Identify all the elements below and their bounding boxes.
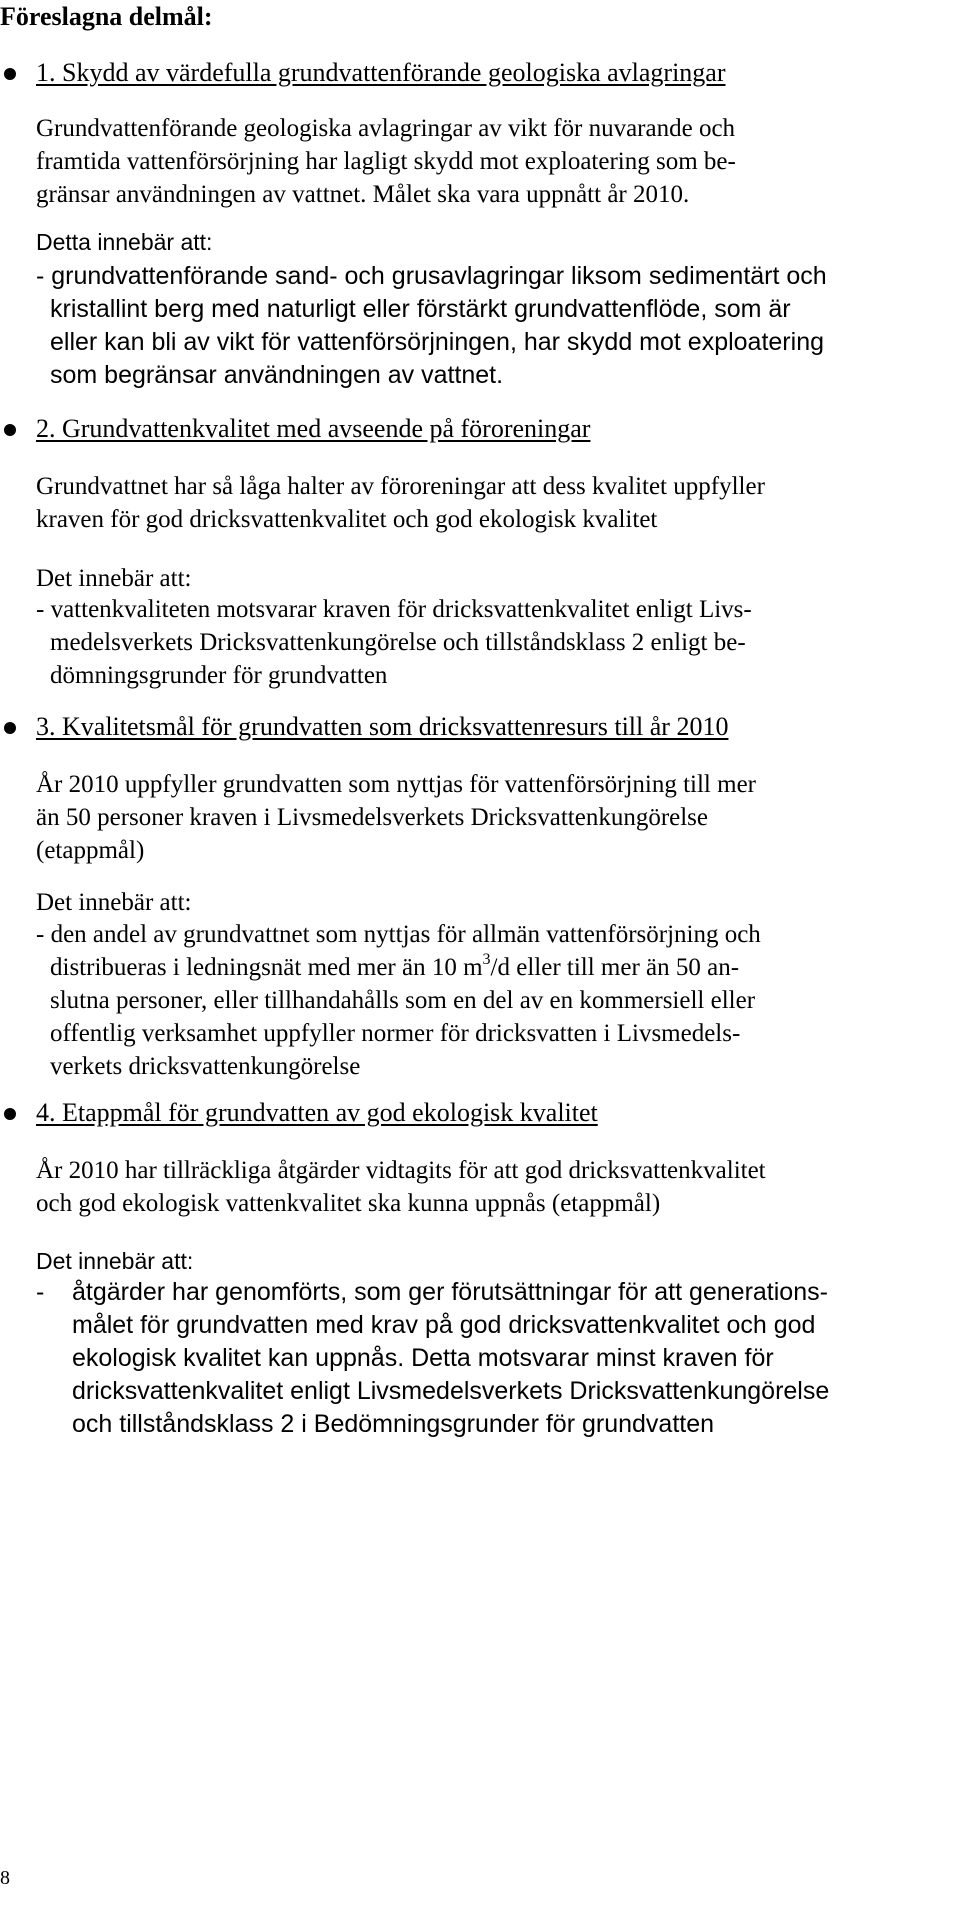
- text-line: - vattenkvaliteten motsvarar kraven för dricksvattenkvalitet enligt Livs-: [36, 596, 752, 623]
- goal-3: [0, 710, 960, 746]
- goal-1: [0, 56, 960, 92]
- text-line: kraven för god dricksvattenkvalitet och god ekologisk kvalitet: [36, 506, 658, 533]
- text-line: (etappmål): [36, 837, 145, 864]
- text-line: dömningsgrunder för grundvatten: [50, 662, 388, 689]
- text-fragment: /d eller till mer än 50 an-: [490, 954, 740, 981]
- text-line: verkets dricksvattenkungörelse: [50, 1053, 361, 1080]
- goal-3-means-label: Det innebär att:: [36, 889, 192, 916]
- goal-4-title-row: [0, 1096, 960, 1132]
- bullet-icon: [4, 68, 16, 80]
- text-fragment: distribueras i ledningsnät med mer än 10 m: [50, 954, 483, 981]
- text-line: ekologisk kvalitet kan uppnås. Detta motsvarar minst kraven för: [72, 1344, 774, 1372]
- dash-marker: -: [36, 1278, 45, 1306]
- goal-2-means-label: Det innebär att:: [36, 565, 192, 592]
- goal-2-title: 2. Grundvattenkvalitet med avseende på föroreningar: [36, 414, 591, 443]
- goal-3-title: 3. Kvalitetsmål för grundvatten som dricksvattenresurs till år 2010: [36, 712, 729, 741]
- goal-3-title-row: [0, 710, 960, 746]
- goal-1-means-label: Detta innebär att:: [36, 229, 213, 255]
- goal-1-title-row: [0, 56, 960, 92]
- goal-4-description: [36, 1154, 766, 1220]
- text-line: gränsar användningen av vattnet. Målet ska vara uppnått år 2010.: [36, 181, 690, 208]
- text-line: - den andel av grundvattnet som nyttjas för allmän vattenförsörjning och: [36, 921, 761, 948]
- text-fragment: åtgärder har genomförts, som ger förutsättningar för att generations-: [72, 1278, 828, 1306]
- goal-4-means: [36, 1276, 829, 1441]
- goal-2: [0, 412, 960, 448]
- page-number: 8: [0, 1867, 10, 1889]
- text-line: och tillståndsklass 2 i Bedömningsgrunder för grundvatten: [72, 1410, 715, 1438]
- page-heading: Föreslagna delmål:: [0, 2, 213, 31]
- goal-1-title: 1. Skydd av värdefulla grundvattenförande geologiska avlagringar: [36, 58, 726, 87]
- text-line: framtida vattenförsörjning har lagligt skydd mot exploatering som be-: [36, 148, 736, 175]
- text-line: kristallint berg med naturligt eller förstärkt grundvattenflöde, som är: [50, 295, 791, 323]
- text-line: [36, 951, 761, 984]
- text-line: Grundvattnet har så låga halter av föroreningar att dess kvalitet uppfyller: [36, 473, 765, 500]
- goal-4-title: 4. Etappmål för grundvatten av god ekologisk kvalitet: [36, 1098, 598, 1127]
- goal-2-title-row: [0, 412, 960, 448]
- goal-3-description: [36, 768, 756, 867]
- goal-2-description: [36, 470, 765, 536]
- text-line: som begränsar användningen av vattnet.: [50, 361, 504, 389]
- text-line: offentlig verksamhet uppfyller normer för dricksvatten i Livsmedels-: [50, 1020, 741, 1047]
- text-line: [36, 1276, 829, 1309]
- text-line: eller kan bli av vikt för vattenförsörjningen, har skydd mot exploatering: [50, 328, 824, 356]
- text-line: medelsverkets Dricksvattenkungörelse och tillståndsklass 2 enligt be-: [50, 629, 746, 656]
- goal-1-means: [36, 260, 827, 392]
- goal-3-means: [36, 918, 761, 1083]
- text-line: slutna personer, eller tillhandahålls som en del av en kommersiell eller: [50, 987, 756, 1014]
- text-line: dricksvattenkvalitet enligt Livsmedelsverkets Dricksvattenkungörelse: [72, 1377, 830, 1405]
- goal-4: [0, 1096, 960, 1132]
- text-line: än 50 personer kraven i Livsmedelsverkets Dricksvattenkungörelse: [36, 804, 709, 831]
- bullet-icon: [4, 1108, 16, 1120]
- goal-2-means: [36, 593, 752, 692]
- bullet-icon: [4, 722, 16, 734]
- superscript: 3: [482, 950, 491, 968]
- text-line: och god ekologisk vattenkvalitet ska kunna uppnås (etappmål): [36, 1190, 661, 1217]
- text-line: Grundvattenförande geologiska avlagringar av vikt för nuvarande och: [36, 115, 736, 142]
- goal-4-means-label: Det innebär att:: [36, 1248, 194, 1274]
- goal-1-description: [36, 112, 736, 211]
- text-line: målet för grundvatten med krav på god dricksvattenkvalitet och god: [72, 1311, 816, 1339]
- bullet-icon: [4, 424, 16, 436]
- text-line: År 2010 har tillräckliga åtgärder vidtagits för att god dricksvattenkvalitet: [36, 1157, 766, 1184]
- text-line: - grundvattenförande sand- och grusavlagringar liksom sedimentärt och: [36, 262, 827, 290]
- text-line: År 2010 uppfyller grundvatten som nyttjas för vattenförsörjning till mer: [36, 771, 756, 798]
